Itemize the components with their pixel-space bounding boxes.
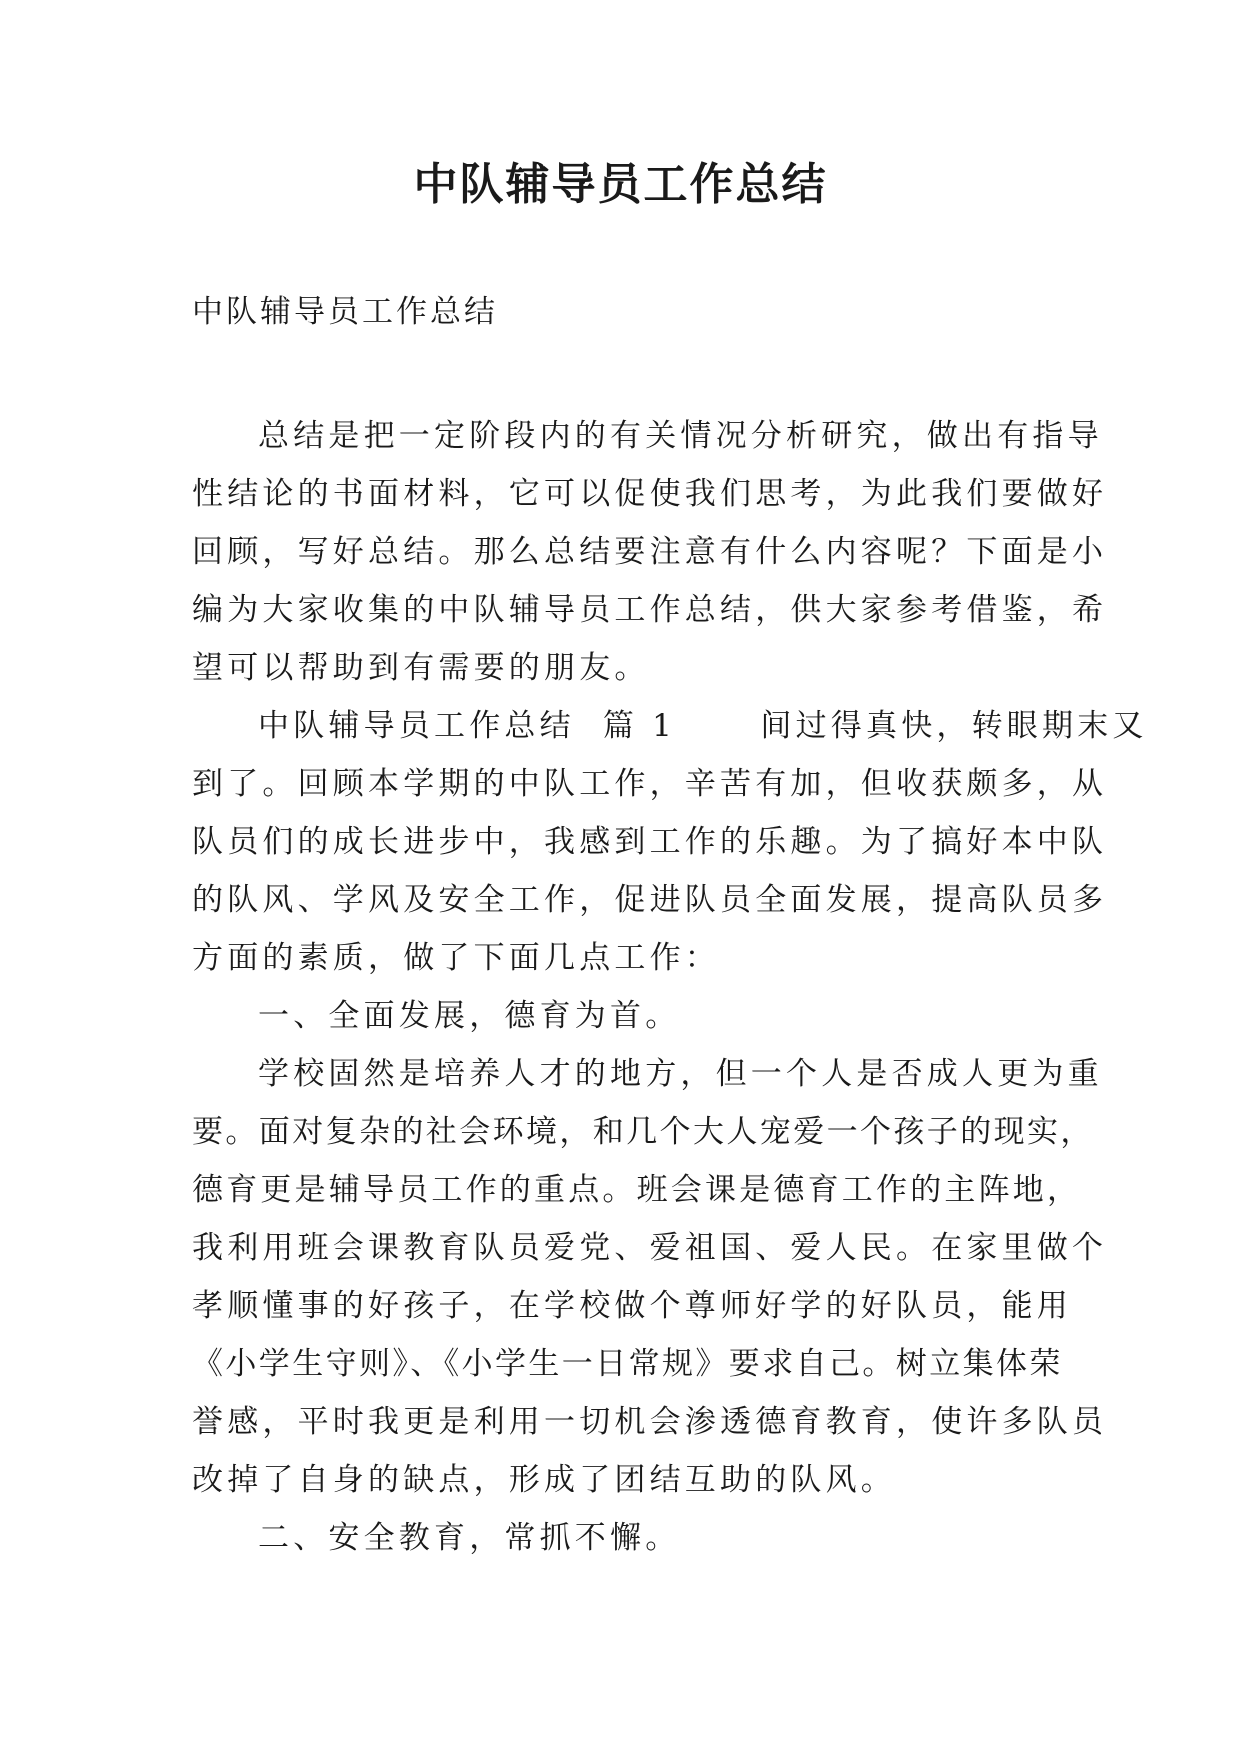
paragraph-line: 编为大家收集的中队辅导员工作总结，供大家参考借鉴，希 [192, 592, 1108, 628]
paragraph-line: 我利用班会课教育队员爱党、爱祖国、爱人民。在家里做个 [192, 1230, 1108, 1266]
paragraph-line: 队员们的成长进步中，我感到工作的乐趣。为了搞好本中队 [192, 824, 1108, 860]
section-heading-line: 二、安全教育，常抓不懈。 [258, 1520, 681, 1556]
paragraph-line: 回顾，写好总结。那么总结要注意有什么内容呢？下面是小 [192, 534, 1108, 570]
document-subtitle: 中队辅导员工作总结 [192, 294, 498, 330]
section-heading-line: 一、全面发展，德育为首。 [258, 998, 681, 1034]
paragraph-line: 方面的素质，做了下面几点工作： [192, 940, 720, 976]
paragraph-line: 到了。回顾本学期的中队工作，辛苦有加，但收获颇多，从 [192, 766, 1108, 802]
paragraph-line: 《小学生守则》、《小学生一日常规》要求自己。树立集体荣 [192, 1346, 1063, 1382]
document-title: 中队辅导员工作总结 [413, 159, 828, 210]
document-body [192, 407, 1148, 1567]
section-heading-line: 中队辅导员工作总结 篇 1 间过得真快，转眼期末又 [258, 708, 1148, 744]
paragraph-line: 孝顺懂事的好孩子，在学校做个尊师好学的好队员，能用 [192, 1288, 1072, 1324]
paragraph-line: 誉感，平时我更是利用一切机会渗透德育教育，使许多队员 [192, 1404, 1108, 1440]
paragraph-line: 性结论的书面材料，它可以促使我们思考，为此我们要做好 [192, 476, 1108, 512]
paragraph-line: 学校固然是培养人才的地方，但一个人是否成人更为重 [258, 1056, 1103, 1092]
paragraph-line: 的队风、学风及安全工作，促进队员全面发展，提高队员多 [192, 882, 1108, 918]
paragraph-line: 要。面对复杂的社会环境，和几个大人宠爱一个孩子的现实， [192, 1114, 1094, 1150]
paragraph-line: 改掉了自身的缺点，形成了团结互助的队风。 [192, 1462, 896, 1498]
paragraph-line: 望可以帮助到有需要的朋友。 [192, 650, 650, 686]
paragraph-line: 总结是把一定阶段内的有关情况分析研究，做出有指导 [258, 418, 1103, 454]
paragraph-line: 德育更是辅导员工作的重点。班会课是德育工作的主阵地， [192, 1172, 1082, 1208]
